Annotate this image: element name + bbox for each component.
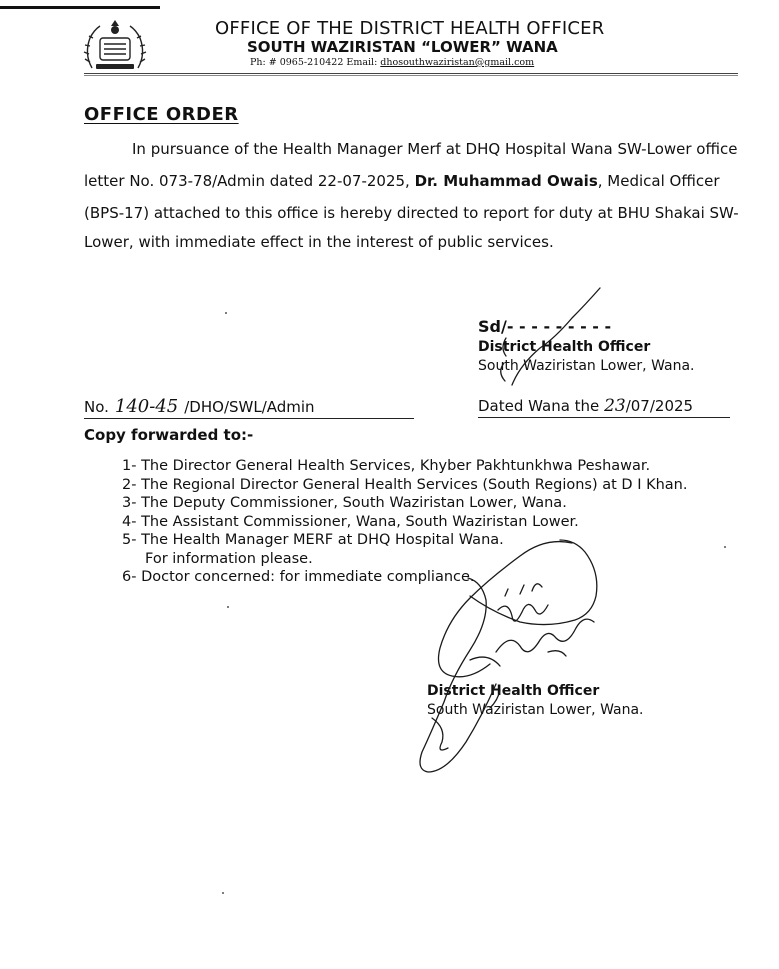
speck	[225, 312, 227, 314]
handwritten-day: 23	[604, 396, 626, 416]
signatory-title-1: District Health Officer	[478, 339, 651, 355]
date-line	[478, 396, 730, 418]
contact-line	[250, 57, 534, 68]
office-title: OFFICE OF THE DISTRICT HEALTH OFFICER	[215, 18, 605, 39]
signature-stroke	[496, 619, 594, 652]
date-prefix: Dated Wana the	[478, 397, 605, 415]
reference-prefix: No.	[84, 398, 109, 416]
body-line-2-post: , Medical Officer	[597, 172, 720, 190]
header-divider-2	[84, 75, 738, 76]
list-item: 1- The Director General Health Services, Khyber Pakhtunkhwa Peshawar.	[122, 458, 651, 474]
speck	[222, 892, 224, 894]
signed-mark: Sd/- - - - - - - - -	[478, 317, 612, 336]
list-item: 4- The Assistant Commissioner, Wana, South Waziristan Lower.	[122, 513, 579, 530]
contact-phone: Ph: # 0965-210422 Email:	[250, 57, 381, 68]
body-line-2	[84, 172, 720, 190]
copy-forwarded-title: Copy forwarded to:-	[84, 426, 254, 444]
signature-stroke	[432, 718, 448, 750]
distribution-list	[122, 457, 687, 587]
order-title: OFFICE ORDER	[84, 104, 239, 125]
list-item: 5- The Health Manager MERF at DHQ Hospital Wana.	[122, 532, 504, 548]
body-line-1: In pursuance of the Health Manager Merf at DHQ Hospital Wana SW-Lower office	[132, 140, 738, 158]
list-item-continuation: For information please.	[145, 550, 313, 567]
body-line-2-pre: letter No. 073-78/Admin dated 22-07-2025,	[84, 172, 415, 190]
email-link[interactable]: dhosouthwaziristan@gmail.com	[380, 57, 535, 68]
speck	[724, 546, 726, 548]
list-item: 2- The Regional Director General Health Services (South Regions) at D I Khan.	[122, 476, 688, 493]
government-emblem-icon	[80, 18, 150, 76]
signatory-place-1: South Waziristan Lower, Wana.	[478, 358, 695, 374]
reference-suffix: /DHO/SWL/Admin	[184, 398, 315, 416]
speck	[227, 606, 229, 608]
handwritten-number: 140-45	[114, 396, 179, 417]
list-item: 6- Doctor concerned: for immediate compliance.	[122, 569, 475, 585]
district-name: SOUTH WAZIRISTAN “LOWER” WANA	[247, 38, 558, 56]
reference-number	[84, 396, 414, 419]
signature-stroke	[420, 578, 496, 772]
signatory-title-2: District Health Officer	[427, 683, 600, 699]
body-line-3: (BPS-17) attached to this office is hereby directed to report for duty at BHU Shakai SW-	[84, 204, 739, 222]
signature-stroke	[470, 651, 566, 666]
header-divider	[84, 73, 738, 74]
top-edge-bar	[0, 6, 160, 9]
body-line-4: Lower, with immediate effect in the interest of public services.	[84, 233, 554, 251]
date-suffix: /07/2025	[625, 397, 694, 415]
list-item: 3- The Deputy Commissioner, South Waziristan Lower, Wana.	[122, 495, 567, 511]
signature-stroke	[498, 604, 548, 621]
officer-name: Dr. Muhammad Owais	[414, 172, 598, 190]
signatory-place-2: South Waziristan Lower, Wana.	[427, 702, 644, 718]
